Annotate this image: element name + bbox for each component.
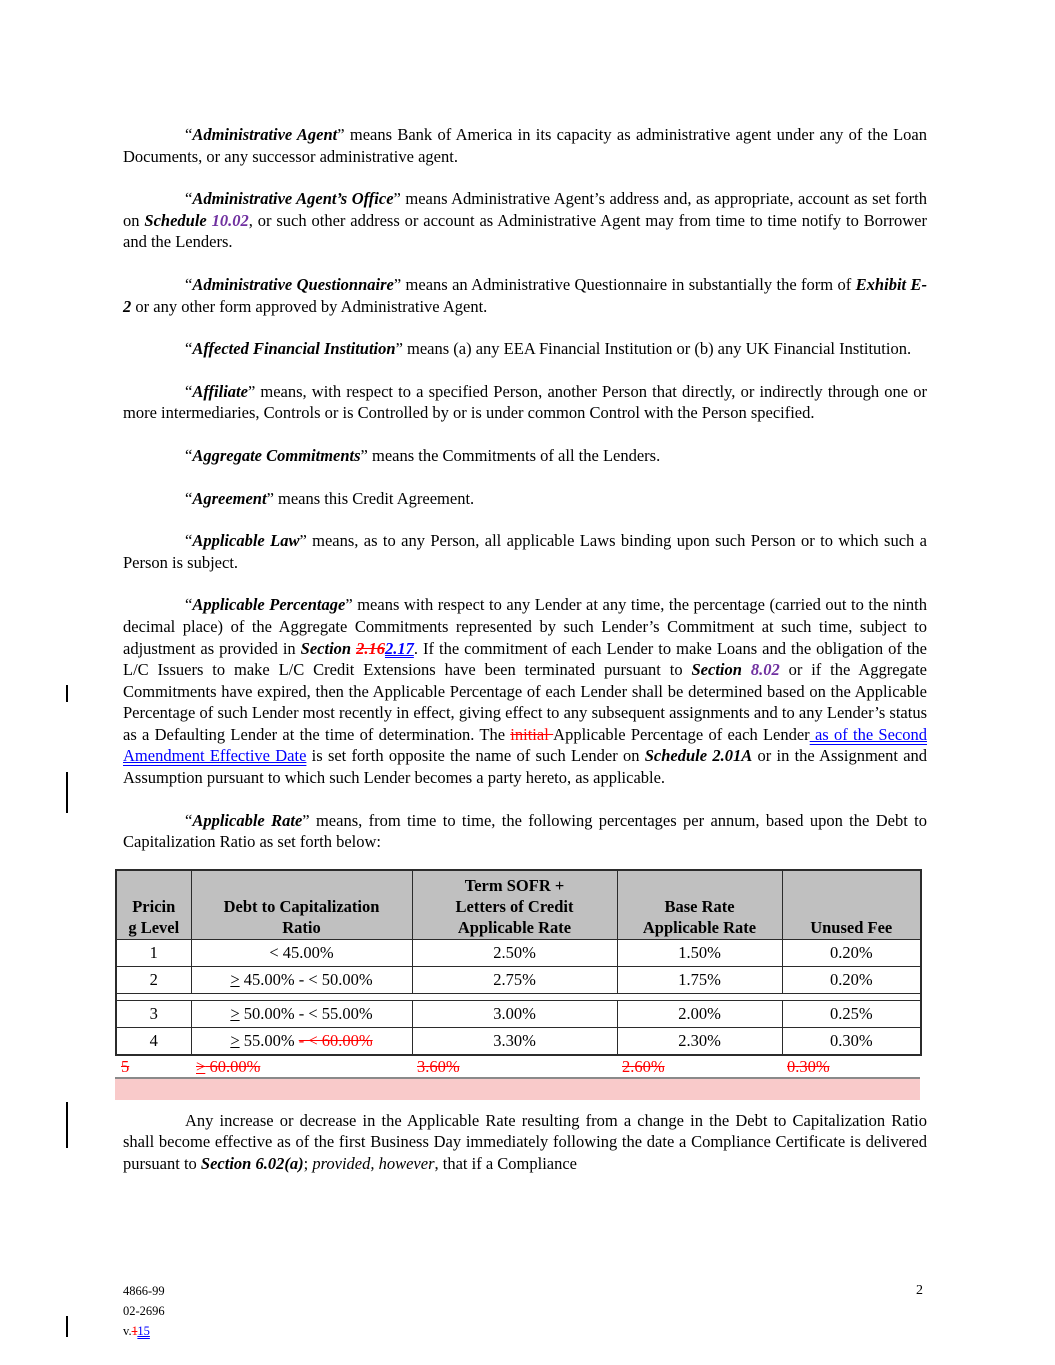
definition-paragraph — [123, 274, 927, 317]
applicable-rate-table — [115, 869, 922, 1056]
table-cell — [116, 939, 191, 966]
text-run: 0.20% — [829, 943, 873, 963]
text-run: 3 — [149, 1004, 158, 1024]
table-cell — [412, 1027, 617, 1055]
text-run: Applicable Rate — [192, 810, 303, 830]
text-run: > — [230, 970, 240, 990]
text-run: 50.00% - < 55.00% — [239, 1004, 373, 1024]
table-cell — [617, 1000, 782, 1027]
definition-paragraph — [123, 381, 927, 424]
table-header-cell-base-rate: Base Rate Applicable Rate — [617, 870, 782, 940]
text-run: 0.30% — [829, 1031, 873, 1051]
text-run: ” means, with respect to a specified Person, another Person that directly, or indirectly through one or more intermediaries, Controls or is Controlled by or is under common Control with the Person specified. — [123, 381, 927, 423]
text-run: 3.30% — [493, 1031, 536, 1051]
table-cell — [782, 1000, 921, 1027]
text-run: or if the Aggregate Commitments have expired, then the Applicable Percentage of each Lender shall be determined based on the Applicable Percentage of such Lender most recently in effect, giving effect to any subsequent assignments and to any Lender’s status as a Defaulting Lender at the time of determination. The — [123, 660, 928, 744]
text-run: “ — [185, 595, 193, 615]
table-cell — [191, 1000, 412, 1027]
text-run: 1 — [131, 1324, 138, 1338]
text-run: 45.00% - < 50.00% — [239, 970, 373, 990]
text-run: initial — [510, 724, 554, 744]
text-run: 3.60% — [417, 1056, 460, 1076]
page-number: 2 — [916, 1283, 923, 1298]
table-cell — [782, 966, 921, 993]
table-row — [116, 1027, 921, 1055]
text-run: > — [230, 1031, 240, 1051]
table-header-cell-unused-fee: Unused Fee — [782, 870, 921, 940]
table-spacer-row — [116, 993, 921, 1000]
footer-doc-number: 4866-99 — [123, 1284, 165, 1298]
table-cell — [617, 966, 782, 993]
text-run: Administrative Agent — [192, 125, 338, 144]
text-run: 4 — [149, 1031, 158, 1051]
text-run: 2.75% — [493, 970, 536, 990]
text-run: 8.02 — [750, 660, 780, 680]
text-run: ” means, from time to time, the following percentages per annum, based upon the Debt to Capitalization Ratio as set forth below: — [123, 810, 927, 852]
text-run: 55.00% — [239, 1031, 299, 1051]
text-run: , that if a Compliance — [434, 1154, 577, 1174]
table-spacer-cell — [116, 993, 921, 1000]
text-run: 0.20% — [829, 970, 873, 990]
text-run: 2.17 — [384, 638, 414, 658]
text-run: ” means Bank of America in its capacity as administrative agent under any of the Loan Documents, or any successor administrative agent. — [123, 125, 928, 166]
text-run: Section — [691, 660, 751, 680]
text-run: 2.30% — [678, 1031, 721, 1051]
table-cell — [617, 1027, 782, 1055]
text-run: 2.16 — [356, 638, 385, 658]
text-run: 2.00% — [678, 1004, 721, 1024]
table-cell — [617, 939, 782, 966]
text-run: “ — [185, 125, 193, 144]
text-run: Applicable Percentage of each Lender — [553, 724, 810, 744]
table-cell — [191, 939, 412, 966]
text-run: < 45.00% — [269, 943, 334, 963]
table-header-cell-term-sofr: Term SOFR + Letters of Credit Applicable Rate — [412, 870, 617, 940]
table-header-cell-pricing-level: Pricin g Level — [116, 870, 191, 940]
page-body — [123, 124, 927, 1196]
text-run: Any increase or decrease in the Applicable Rate resulting from a change in the Debt to Capitalization Ratio shall become effective as of the first Business Day immediately following the date a Compliance Certificate is delivered pursuant to — [123, 1110, 927, 1174]
table-cell — [411, 1056, 616, 1078]
table-cell — [191, 1027, 412, 1055]
text-run: - < 60.00% — [298, 1031, 373, 1051]
definition-paragraph — [123, 445, 927, 467]
text-run: > — [230, 1004, 240, 1024]
table-cell — [116, 1000, 191, 1027]
text-run: ” means with respect to any Lender at any time, the percentage (carried out to the ninth decimal place) of the Aggregate Commitments represented by such Lender’s Commitment at such time, subject to adjustment as provided in — [123, 595, 927, 658]
text-run: “ — [185, 274, 193, 294]
table-header-cell-debt-ratio: Debt to Capitalization Ratio — [191, 870, 412, 940]
table-row — [116, 966, 921, 993]
applicable-rate-table-wrap — [115, 869, 920, 1100]
definition-paragraph — [123, 530, 927, 573]
text-run: Affiliate — [192, 381, 248, 401]
text-run: 60.00% — [205, 1056, 261, 1076]
change-bar — [66, 1316, 68, 1337]
text-run: ; — [303, 1154, 313, 1174]
text-run: Schedule 2.01A — [644, 746, 753, 766]
closing-paragraph — [123, 1110, 927, 1175]
text-run: 2 — [149, 970, 158, 990]
text-run: Exhibit E-2 — [123, 274, 927, 316]
table-cell — [116, 1027, 191, 1055]
text-run: > — [196, 1056, 206, 1076]
text-run: ” means Administrative Agent’s address and, as appropriate, account as set forth on — [123, 189, 927, 230]
table-cell — [781, 1056, 920, 1078]
text-run: 5 — [121, 1056, 130, 1076]
text-run: “ — [185, 531, 193, 551]
footer — [123, 1281, 165, 1341]
table-header-row — [116, 870, 921, 940]
text-run: 1.50% — [678, 943, 721, 963]
text-run: Administrative Questionnaire — [192, 274, 394, 294]
text-run: “ — [185, 381, 193, 401]
text-run: Applicable Law — [192, 531, 300, 551]
table-cell — [412, 966, 617, 993]
text-run: 3.00% — [493, 1004, 536, 1024]
text-run: 15 — [137, 1324, 150, 1338]
definition-paragraph — [123, 488, 927, 510]
text-run: “ — [185, 189, 193, 209]
definition-paragraphs — [123, 124, 927, 853]
text-run: , or such other address or account as Administrative Agent may from time to time notify to Borrower and the Lenders. — [123, 210, 927, 252]
text-run: 0.30% — [787, 1056, 830, 1076]
table-cell — [616, 1056, 781, 1078]
text-run: 1 — [149, 943, 158, 963]
text-run: 0.25% — [829, 1004, 873, 1024]
text-run: ” means an Administrative Questionnaire in substantially the form of — [393, 274, 856, 294]
text-run: Aggregate Commitments — [192, 445, 361, 465]
text-run: Section 6.02(a) — [200, 1154, 304, 1174]
change-bar — [66, 772, 68, 813]
text-run: ” means (a) any EEA Financial Institution or (b) any UK Financial Institution. — [395, 339, 912, 359]
text-run: Administrative Agent’s Office — [192, 189, 394, 209]
definition-paragraph — [123, 810, 927, 853]
table-cell — [115, 1056, 190, 1078]
text-run: ” means the Commitments of all the Lenders. — [360, 445, 661, 465]
table-cell — [782, 1027, 921, 1055]
text-run: is set forth opposite the name of such Lender on — [306, 746, 645, 766]
table-cell — [116, 966, 191, 993]
footer-version — [123, 1321, 165, 1341]
table-body — [116, 939, 921, 1055]
text-run: Affected Financial Institution — [192, 339, 396, 359]
text-run: “ — [185, 488, 193, 508]
text-run: “ — [185, 810, 193, 830]
definition-paragraph — [123, 188, 927, 253]
text-run: or in the Assignment and Assumption pursuant to which such Lender becomes a party hereto, as applicable. — [123, 746, 928, 788]
change-bar — [66, 1102, 68, 1148]
table-cell — [412, 939, 617, 966]
text-run: Applicable Percentage — [192, 595, 346, 615]
text-run: . If the commitment of each Lender to make Loans and the obligation of the L/C Issuers to make L/C Credit Extensions have been terminated pursuant to — [123, 638, 928, 680]
highlighted-empty-row — [115, 1079, 920, 1100]
text-run: 1.75% — [678, 970, 721, 990]
text-run: Agreement — [192, 488, 267, 508]
table-row — [116, 1000, 921, 1027]
text-run: Schedule — [144, 210, 212, 230]
text-run: ” means this Credit Agreement. — [266, 488, 475, 508]
table-row — [116, 939, 921, 966]
definition-paragraph — [123, 338, 927, 360]
text-run: 10.02 — [211, 210, 249, 230]
table-cell — [412, 1000, 617, 1027]
text-run: provided, however — [312, 1154, 435, 1174]
table-cell — [782, 939, 921, 966]
text-run: “ — [185, 445, 193, 465]
table-cell — [191, 966, 412, 993]
text-run: 2.60% — [622, 1056, 665, 1076]
text-run: as of the Second Amendment Effective Date — [123, 724, 927, 766]
text-run: ” means, as to any Person, all applicable Laws binding upon such Person or to which such a Person is subject. — [123, 531, 927, 572]
text-run: or any other form approved by Administrative Agent. — [131, 296, 488, 316]
deleted-table-row — [115, 1056, 920, 1079]
definition-paragraph — [123, 124, 927, 167]
text-run: “ — [185, 339, 193, 359]
footer-matter-number: 02-2696 — [123, 1304, 165, 1318]
definition-paragraph — [123, 594, 927, 788]
text-run: 2.50% — [493, 943, 536, 963]
change-bar — [66, 685, 68, 702]
text-run: Section — [300, 638, 357, 658]
text-run: v. — [123, 1324, 132, 1338]
table-cell — [190, 1056, 411, 1078]
